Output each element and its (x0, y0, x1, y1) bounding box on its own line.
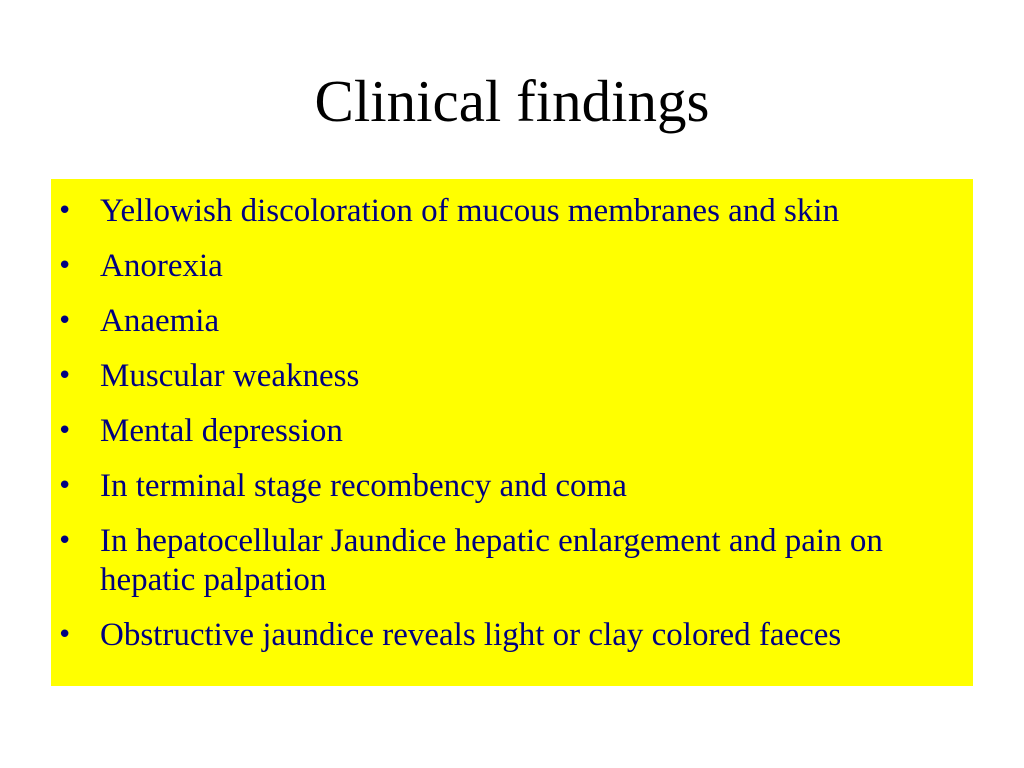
list-item-text: In terminal stage recombency and coma (100, 468, 627, 504)
bullet-icon: • (57, 306, 73, 336)
bullet-icon: • (57, 526, 73, 556)
list-item-text: In hepatocellular Jaundice hepatic enlargement and pain on hepatic palpation (100, 523, 883, 598)
list-item (51, 616, 973, 655)
list-item (51, 192, 973, 231)
list-item-text: Anaemia (100, 303, 220, 339)
findings-list (51, 192, 973, 655)
list-item (51, 247, 973, 286)
bullet-icon: • (57, 620, 73, 650)
list-item (51, 412, 973, 451)
bullet-icon: • (57, 361, 73, 391)
list-item (51, 357, 973, 396)
list-item (51, 302, 973, 341)
list-item (51, 522, 920, 600)
list-item-text: Obstructive jaundice reveals light or clay colored faeces (100, 617, 842, 653)
bullet-icon: • (57, 416, 73, 446)
list-item-text: Mental depression (100, 413, 343, 449)
list-item (51, 467, 973, 506)
list-item-text: Yellowish discoloration of mucous membranes and skin (100, 193, 840, 229)
list-item-text: Anorexia (100, 248, 223, 284)
list-item-text: Muscular weakness (100, 358, 360, 394)
bullet-icon: • (57, 196, 73, 226)
findings-box (51, 179, 973, 686)
bullet-icon: • (57, 471, 73, 501)
slide-title: Clinical findings (314, 68, 710, 134)
bullet-icon: • (57, 251, 73, 281)
